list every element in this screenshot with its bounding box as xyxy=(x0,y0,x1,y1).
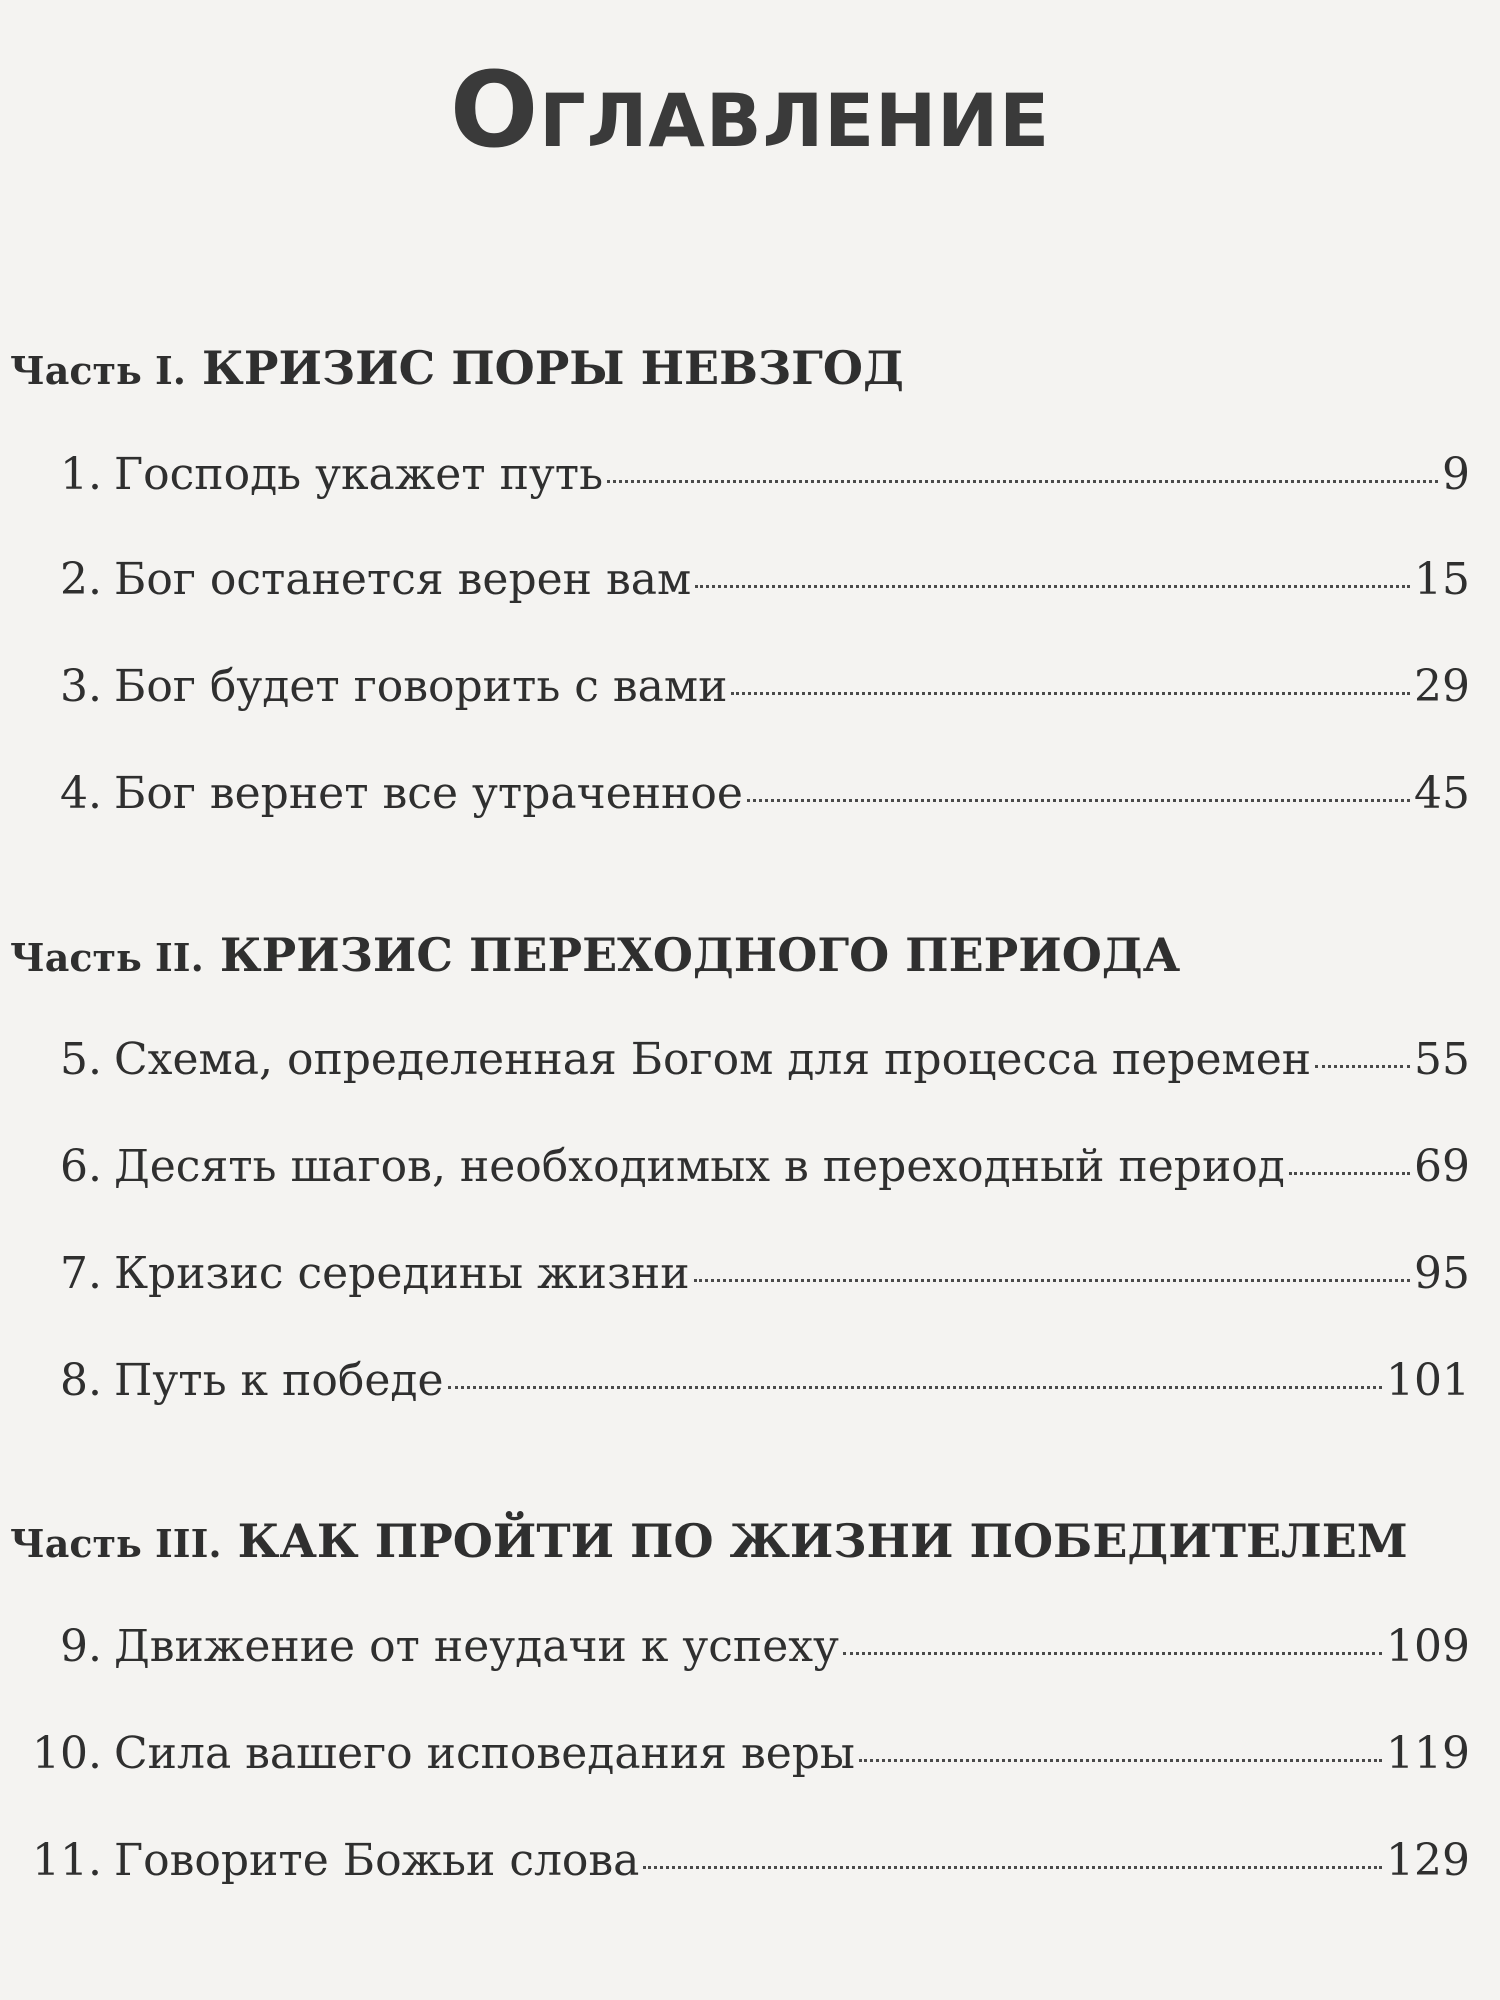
dot-leader xyxy=(747,799,1410,802)
part-heading-1 xyxy=(10,341,904,395)
chapter-title: Господь укажет путь xyxy=(114,449,604,500)
dot-leader xyxy=(731,692,1410,695)
chapter-title: Движение от неудачи к успеху xyxy=(114,1621,839,1672)
dot-leader xyxy=(843,1652,1382,1655)
chapter-number: 9. xyxy=(60,1621,102,1672)
chapter-title: Путь к победе xyxy=(114,1355,444,1406)
dot-leader xyxy=(448,1386,1383,1389)
dot-leader xyxy=(643,1866,1382,1869)
chapter-page-number: 129 xyxy=(1386,1835,1470,1886)
chapter-page-number: 55 xyxy=(1414,1034,1470,1085)
chapter-page-number: 95 xyxy=(1414,1248,1470,1299)
toc-entry-5[interactable] xyxy=(10,1034,1470,1098)
chapter-page-number: 119 xyxy=(1386,1728,1470,1779)
dot-leader xyxy=(859,1759,1382,1762)
chapter-page-number: 45 xyxy=(1414,768,1470,819)
toc-entry-8[interactable] xyxy=(10,1355,1470,1419)
part-title: КАК ПРОЙТИ ПО ЖИЗНИ ПОБЕДИТЕЛЕМ xyxy=(237,1514,1408,1568)
part-heading-2 xyxy=(10,928,1181,982)
chapter-number: 1. xyxy=(60,449,102,500)
toc-entry-11[interactable] xyxy=(10,1835,1470,1899)
chapter-title: Десять шагов, необходимых в переходный период xyxy=(114,1141,1285,1192)
chapter-number: 8. xyxy=(60,1355,102,1406)
toc-entry-4[interactable] xyxy=(10,768,1470,832)
part-prefix: Часть II. xyxy=(10,935,204,980)
chapter-title: Схема, определенная Богом для процесса перемен xyxy=(114,1034,1312,1085)
chapter-page-number: 9 xyxy=(1442,449,1470,500)
toc-entry-10[interactable] xyxy=(10,1728,1470,1792)
chapter-number: 7. xyxy=(60,1248,102,1299)
part-heading-3 xyxy=(10,1514,1408,1568)
chapter-title: Бог останется верен вам xyxy=(114,554,692,605)
part-title: КРИЗИС ПОРЫ НЕВЗГОД xyxy=(202,341,904,395)
chapter-title: Бог будет говорить с вами xyxy=(114,661,728,712)
part-prefix: Часть I. xyxy=(10,348,187,393)
dot-leader xyxy=(1315,1065,1410,1068)
chapter-number: 11. xyxy=(32,1835,102,1886)
dot-leader xyxy=(695,585,1410,588)
chapter-page-number: 29 xyxy=(1414,661,1470,712)
chapter-number: 3. xyxy=(60,661,102,712)
chapter-title: Сила вашего исповедания веры xyxy=(114,1728,855,1779)
chapter-page-number: 109 xyxy=(1386,1621,1470,1672)
chapter-number: 2. xyxy=(60,554,102,605)
dot-leader xyxy=(1289,1172,1410,1175)
chapter-number: 10. xyxy=(32,1728,102,1779)
chapter-page-number: 15 xyxy=(1414,554,1470,605)
chapter-title: Говорите Божьи слова xyxy=(114,1835,640,1886)
part-title: КРИЗИС ПЕРЕХОДНОГО ПЕРИОДА xyxy=(219,928,1181,982)
page-title: Оглавление xyxy=(449,49,1051,171)
chapter-number: 4. xyxy=(60,768,102,819)
chapter-title: Кризис середины жизни xyxy=(114,1248,690,1299)
toc-entry-9[interactable] xyxy=(10,1621,1470,1685)
part-prefix: Часть III. xyxy=(10,1521,222,1566)
chapter-number: 5. xyxy=(60,1034,102,1085)
chapter-number: 6. xyxy=(60,1141,102,1192)
toc-entry-7[interactable] xyxy=(10,1248,1470,1312)
chapter-page-number: 69 xyxy=(1414,1141,1470,1192)
dot-leader xyxy=(694,1279,1410,1282)
chapter-page-number: 101 xyxy=(1386,1355,1470,1406)
toc-entry-2[interactable] xyxy=(10,554,1470,618)
toc-entry-1[interactable] xyxy=(10,449,1470,513)
dot-leader xyxy=(607,480,1438,483)
toc-entry-3[interactable] xyxy=(10,661,1470,725)
toc-entry-6[interactable] xyxy=(10,1141,1470,1205)
chapter-title: Бог вернет все утраченное xyxy=(114,768,743,819)
